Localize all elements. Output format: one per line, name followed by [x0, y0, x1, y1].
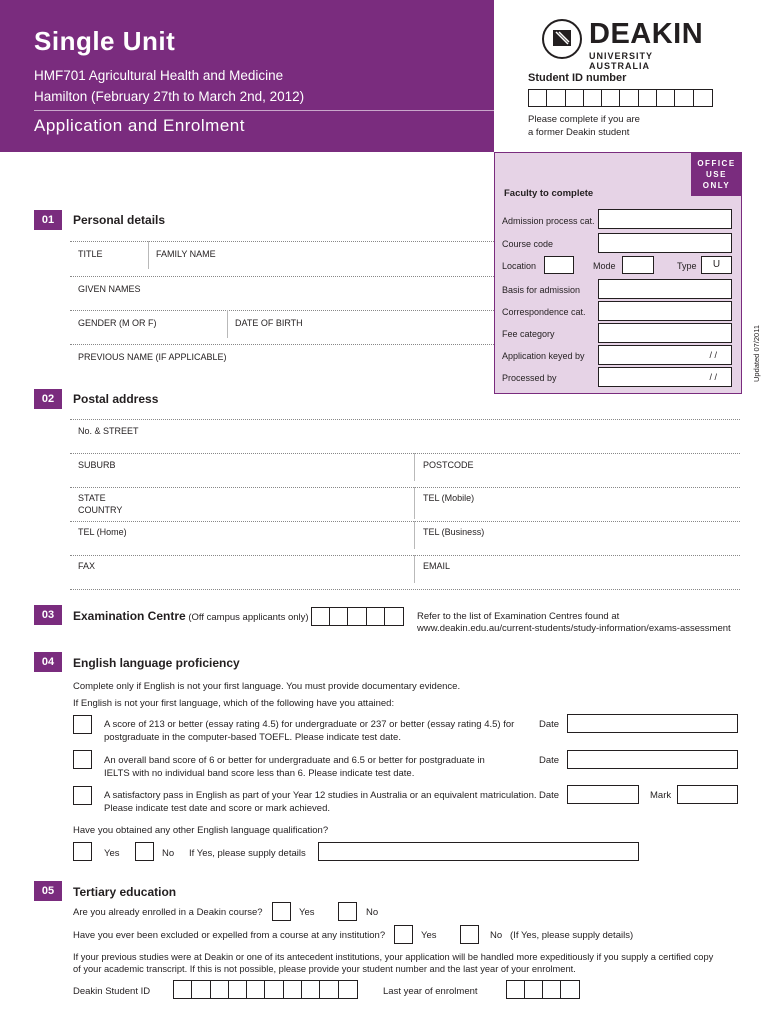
deakin-student-id-label: Deakin Student ID	[73, 986, 151, 997]
mode-input[interactable]	[622, 256, 654, 274]
keyed-input[interactable]	[598, 345, 732, 365]
student-id-note-2: a former Deakin student	[528, 127, 630, 138]
enrolled-yes-label: Yes	[299, 907, 315, 918]
gender-label: GENDER (M OR F)	[78, 318, 157, 328]
admission-input[interactable]	[598, 209, 732, 229]
deakin-logo	[541, 18, 711, 71]
exam-ref-line-1: Refer to the list of Examination Centres found at	[417, 611, 620, 622]
unit-line-1: HMF701 Agricultural Health and Medicine	[34, 68, 284, 83]
processed-input[interactable]	[598, 367, 732, 387]
updated-note: Updated 07/2011	[752, 325, 761, 382]
toefl-date-label: Date	[539, 719, 560, 730]
basis-label: Basis for admission	[502, 285, 581, 295]
section-01-number: 01	[34, 210, 62, 230]
form-name: Application and Enrolment	[34, 116, 245, 135]
exam-centre-input[interactable]	[311, 607, 404, 626]
admission-label: Admission process cat.	[502, 216, 595, 226]
year12-checkbox[interactable]	[73, 786, 92, 805]
ielts-checkbox[interactable]	[73, 750, 92, 769]
email-label: EMAIL	[423, 561, 451, 571]
year12-mark-label: Mark	[650, 790, 672, 801]
office-use-badge	[691, 152, 742, 196]
type-input[interactable]	[701, 256, 732, 274]
badge-line-1: OFFICE	[697, 159, 736, 168]
basis-input[interactable]	[598, 279, 732, 299]
keyed-date-slashes: / /	[709, 350, 717, 360]
year12-text-1: A satisfactory pass in English as part of your Year 12 studies in Australia or an equivalent matriculation.	[104, 790, 537, 801]
location-input[interactable]	[544, 256, 574, 274]
postcode-field[interactable]	[415, 454, 740, 484]
other-qual-no-label: No	[162, 848, 175, 859]
postcode-label: POSTCODE	[423, 460, 474, 470]
excluded-no-checkbox[interactable]	[460, 925, 479, 944]
section-04-number: 04	[34, 652, 62, 672]
tertiary-note-2: of your academic transcript. If this is not possible, please provide your student number and the last year of your enrolment.	[73, 964, 576, 974]
keyed-label: Application keyed by	[502, 351, 585, 361]
tel-business-label: TEL (Business)	[423, 527, 485, 537]
faculty-label: Faculty to complete	[504, 188, 594, 199]
toefl-text-1: A score of 213 or better (essay rating 4.5) for undergraduate or 237 or better (essay rating 4.5) for	[104, 719, 515, 730]
student-id-input[interactable]	[528, 89, 713, 107]
section-05-number: 05	[34, 881, 62, 901]
excluded-yes-label: Yes	[421, 930, 437, 941]
location-label: Location	[502, 261, 537, 271]
state-country-field[interactable]	[70, 488, 414, 520]
section-02-title: Postal address	[73, 392, 159, 406]
english-intro-1: Complete only if English is not your first language. You must provide documentary evidence.	[73, 681, 461, 692]
enrolled-no-checkbox[interactable]	[338, 902, 357, 921]
header-divider	[34, 110, 494, 111]
tel-business-field[interactable]	[415, 522, 740, 552]
address-bottom	[70, 589, 740, 590]
year12-text-2: Please indicate test date and score or mark achieved.	[104, 803, 331, 814]
state-label: STATE	[78, 493, 106, 503]
other-qual-details-input[interactable]	[318, 842, 639, 861]
section-02-number: 02	[34, 389, 62, 409]
type-value: U	[712, 259, 721, 270]
ielts-text-2: IELTS with no individual band score less than 6. Please indicate test date.	[104, 768, 415, 779]
fee-input[interactable]	[598, 323, 732, 343]
fax-label: FAX	[78, 561, 96, 571]
type-label: Type	[677, 261, 697, 271]
tertiary-note-1: If your previous studies were at Deakin or one of its antecedent institutions, your application will be handled more expeditiously if you supply a certified copy	[73, 952, 714, 962]
student-id-label: Student ID number	[528, 72, 627, 84]
form-title: Single Unit	[34, 26, 176, 56]
tel-home-label: TEL (Home)	[78, 527, 127, 537]
dob-label: DATE OF BIRTH	[235, 318, 303, 328]
toefl-checkbox[interactable]	[73, 715, 92, 734]
enrolled-yes-checkbox[interactable]	[272, 902, 291, 921]
ielts-date-label: Date	[539, 755, 560, 766]
other-qual-yes-label: Yes	[104, 848, 120, 859]
gender-field[interactable]	[70, 311, 227, 339]
fee-label: Fee category	[502, 329, 555, 339]
deakin-crest-icon	[541, 18, 583, 60]
logo-subtext: UNIVERSITY AUSTRALIA	[589, 51, 653, 71]
last-year-input[interactable]	[506, 980, 580, 999]
badge-line-3: ONLY	[702, 181, 731, 190]
last-year-label: Last year of enrolment	[383, 986, 478, 997]
course-code-input[interactable]	[598, 233, 732, 253]
section-03-subtitle: (Off campus applicants only)	[188, 612, 309, 623]
deakin-student-id-input[interactable]	[173, 980, 358, 999]
unit-line-2: Hamilton (February 27th to March 2nd, 2012)	[34, 89, 305, 104]
other-qual-details-label: If Yes, please supply details	[189, 848, 306, 859]
toefl-text-2: postgraduate in the computer-based TOEFL. Please indicate test date.	[104, 732, 401, 743]
given-names-label: GIVEN NAMES	[78, 284, 141, 294]
year12-date-input[interactable]	[567, 785, 639, 804]
exam-ref-link[interactable]: www.deakin.edu.au/current-students/study-information/exams-assessment	[417, 623, 731, 634]
section-03-number: 03	[34, 605, 62, 625]
family-name-field[interactable]	[149, 242, 494, 270]
family-name-label: FAMILY NAME	[156, 249, 216, 259]
enrolled-question: Are you already enrolled in a Deakin course?	[73, 907, 263, 918]
year12-date-label: Date	[539, 790, 560, 801]
excluded-yes-checkbox[interactable]	[394, 925, 413, 944]
previous-name-label: PREVIOUS NAME (IF APPLICABLE)	[78, 352, 227, 362]
other-qual-yes-checkbox[interactable]	[73, 842, 92, 861]
year12-mark-input[interactable]	[677, 785, 738, 804]
mode-label: Mode	[593, 261, 616, 271]
previous-name-field[interactable]	[70, 345, 494, 373]
other-qual-no-checkbox[interactable]	[135, 842, 154, 861]
ielts-date-input[interactable]	[567, 750, 738, 769]
title-field-label: TITLE	[78, 249, 103, 259]
street-field[interactable]	[70, 420, 740, 450]
enrolled-no-label: No	[366, 907, 379, 918]
email-field[interactable]	[415, 556, 740, 586]
tel-mobile-label: TEL (Mobile)	[423, 493, 475, 503]
title-field[interactable]	[70, 242, 148, 270]
badge-line-2: USE	[706, 170, 727, 179]
fax-field[interactable]	[70, 556, 414, 586]
section-01-title: Personal details	[73, 213, 166, 227]
suburb-field[interactable]	[70, 454, 414, 484]
section-03-title: Examination Centre	[73, 609, 186, 623]
tel-mobile-field[interactable]	[415, 488, 740, 520]
student-id-note-1: Please complete if you are	[528, 114, 640, 125]
given-names-field[interactable]	[70, 277, 494, 305]
section-05-title: Tertiary education	[73, 885, 177, 899]
english-intro-2: If English is not your first language, which of the following have you attained:	[73, 698, 395, 709]
excluded-no-label: No (If Yes, please supply details)	[490, 930, 634, 941]
correspondence-label: Correspondence cat.	[502, 307, 586, 317]
toefl-date-input[interactable]	[567, 714, 738, 733]
section-03-heading	[73, 609, 309, 623]
excluded-question: Have you ever been excluded or expelled from a course at any institution?	[73, 930, 386, 941]
logo-text: DEAKIN	[589, 18, 704, 50]
section-04-title: English language proficiency	[73, 656, 240, 670]
processed-label: Processed by	[502, 373, 557, 383]
processed-date-slashes: / /	[709, 372, 717, 382]
street-label: No. & STREET	[78, 426, 139, 436]
course-code-label: Course code	[502, 239, 554, 249]
suburb-label: SUBURB	[78, 460, 116, 470]
ielts-text-1: An overall band score of 6 or better for undergraduate and 6.5 or better for postgraduate in	[104, 755, 485, 766]
country-label: COUNTRY	[78, 505, 123, 515]
correspondence-input[interactable]	[598, 301, 732, 321]
other-qual-question: Have you obtained any other English language qualification?	[73, 825, 329, 836]
tel-home-field[interactable]	[70, 522, 414, 552]
dob-field[interactable]	[228, 311, 494, 339]
